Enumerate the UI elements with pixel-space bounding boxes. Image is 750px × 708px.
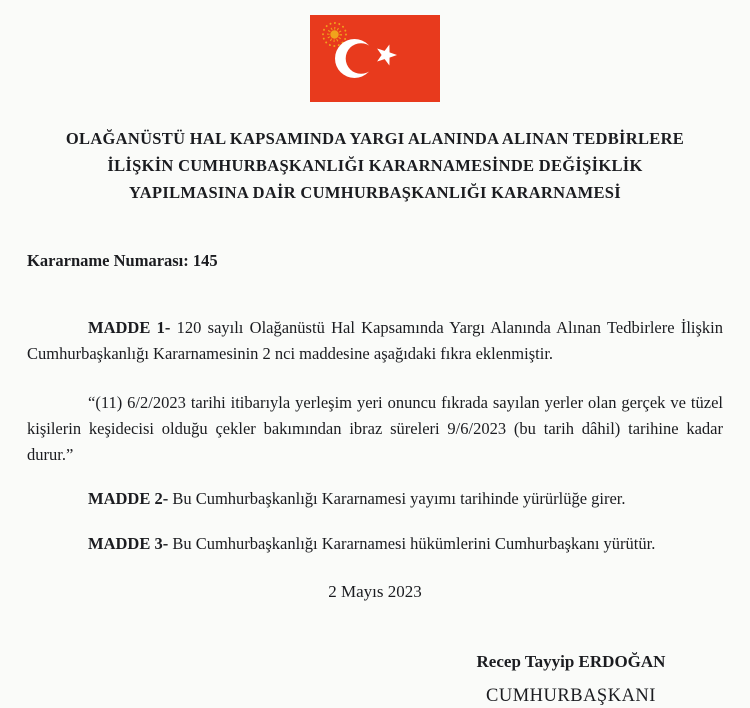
- article-2-text: Bu Cumhurbaşkanlığı Kararnamesi yayımı tarihinde yürürlüğe girer.: [172, 489, 626, 508]
- article-2: [27, 486, 723, 512]
- article-1: [27, 315, 723, 367]
- decree-number-value: 145: [192, 251, 218, 270]
- article-2-label: MADDE 2-: [88, 489, 169, 508]
- decree-number-label: Kararname Numarası:: [27, 251, 189, 270]
- decree-number: [27, 248, 723, 274]
- signature-block: [400, 651, 742, 708]
- article-3-label: MADDE 3-: [88, 534, 169, 553]
- president-name: Recep Tayyip ERDOĞAN: [476, 652, 666, 671]
- article-3: [27, 531, 723, 557]
- article-3-text: Bu Cumhurbaşkanlığı Kararnamesi hükümlerini Cumhurbaşkanı yürütür.: [172, 534, 656, 553]
- decree-title-line-1: OLAĞANÜSTÜ HAL KAPSAMINDA YARGI ALANINDA ALINAN TEDBİRLERE: [65, 129, 685, 148]
- decree-title-line-3: YAPILMASINA DAİR CUMHURBAŞKANLIĞI KARARNAMESİ: [129, 183, 621, 202]
- decree-title: [27, 125, 723, 206]
- decree-date: 2 Mayıs 2023: [328, 582, 422, 601]
- turkish-flag-graphic: [310, 15, 440, 102]
- article-1-label: MADDE 1-: [88, 318, 171, 337]
- article-1-text: 120 sayılı Olağanüstü Hal Kapsamında Yargı Alanında Alınan Tedbirlere İlişkin Cumhurbaşkanlığı Kararnamesinin 2 nci maddesine aşağıdaki fıkra eklenmiştir.: [27, 318, 724, 363]
- decree-title-line-2: İLİŞKİN CUMHURBAŞKANLIĞI KARARNAMESİNDE DEĞİŞİKLİK: [107, 156, 643, 175]
- president-title: CUMHURBAŞKANI: [486, 686, 656, 706]
- turkish-flag: [310, 15, 440, 102]
- quoted-clause: “(11) 6/2/2023 tarihi itibarıyla yerleşim yeri onuncu fıkrada sayılan yerler olan gerçek ve tüzel kişilerin keşidecisi olduğu çekler bakımından ibraz süreleri 9/6/2023 (bu tarih dâhil) tarihine kadar durur.”: [27, 393, 723, 464]
